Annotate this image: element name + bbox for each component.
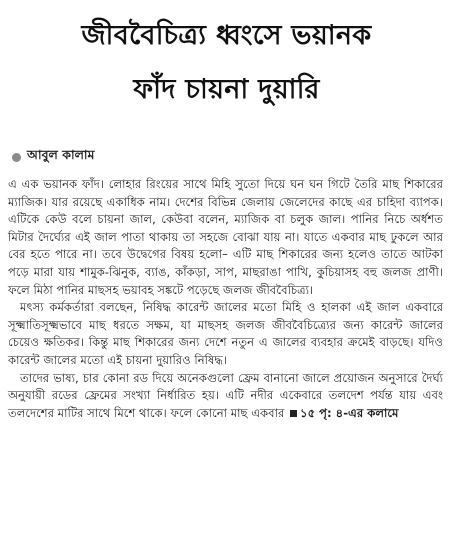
paragraph-2: মৎস্য কর্মকর্তারা বলছেন, নিষিদ্ধ কারেন্ট জালের মতো মিহি ও হালকা এই জাল একবারে সূক্ষ্মাতিসূক্ষ্মভাবে মাছ ধরতে সক্ষম, যা মাছসহ জলজ জীববৈচিত্র্যের জন্য কারেন্ট জালের চেয়েও ক্ষতিকর। কিন্তু মাছ শিকারের জন্য দেশে নতুন এ জালের ব্যবহার ক্রমেই বাড়ছে। যদিও কারেন্ট জালের মতো এই চায়না দুয়ারিও নিষিদ্ধ। [8,300,443,367]
byline [12,147,94,167]
paragraph-1: এ এক ভয়ানক ফাঁদ। লোহার রিংয়ের সাথে মিহি সুতো দিয়ে ঘন ঘন গিটে তৈরি মাছ শিকারের ম্যাজিক। যার রয়েছে একাধিক নাম। দেশের বিভিন্ন জেলায় জেলেদের কাছে এর চাহিদা ব্যাপক। এটিকে কেউ বলে চায়না জাল, কেউবা বলেন, ম্যাজিক বা চলুক জাল। পানির নিচে অর্ধশত মিটার দৈর্ঘ্যের এই জাল পাতা থাকায় তা সহজে বোঝা যায় না। যাতে একবার মাছ ঢুকলে আর বের হতে পারে না। তবে উদ্বেগের বিষয় হলো– এটি মাছ শিকারের জন্য হলেও তাতে আটকা পড়ে মারা যায় শামুক-ঝিনুক, ব্যাঙ, কাঁকড়া, সাপ, মাছরাঙা পাখি, কুচিয়াসহ বহু জলজ প্রাণী। ফলে মিঠা পানির মাছসহ ভয়াবহ সঙ্কটে পড়েছে জলজ জীববৈচিত্র্য। [8,177,443,297]
headline-line-1: জীববৈচিত্র্য ধ্বংসে ভয়ানক [81,20,372,51]
headline-line-2: ফাঁদ চায়না দুয়ারি [133,74,320,105]
continued-on-label: ১৫ পৃ: ৪-এর কলামে [300,405,399,420]
author-name: আবুল কালাম [27,147,95,162]
bullet-icon [12,153,21,162]
square-bullet-icon [290,410,297,417]
paragraph-3-text: তাদের ভাষ্য, চার কোনা রড দিয়ে অনেকগুলো ফ্রেম বানানো জালে প্রয়োজন অনুসারে দৈর্ঘ্য অনুযায়ী রডের ফ্রেমের সংখ্যা নির্ধারিত হয়। এটি নদীর একেবারে তলদেশ পর্যন্ত যায় এবং তলদেশের মাটির সাথে মিশে থাকে। ফলে কোনো মাছ একবার [8,370,443,420]
article-body [8,176,443,422]
paragraph-3 [8,370,443,423]
